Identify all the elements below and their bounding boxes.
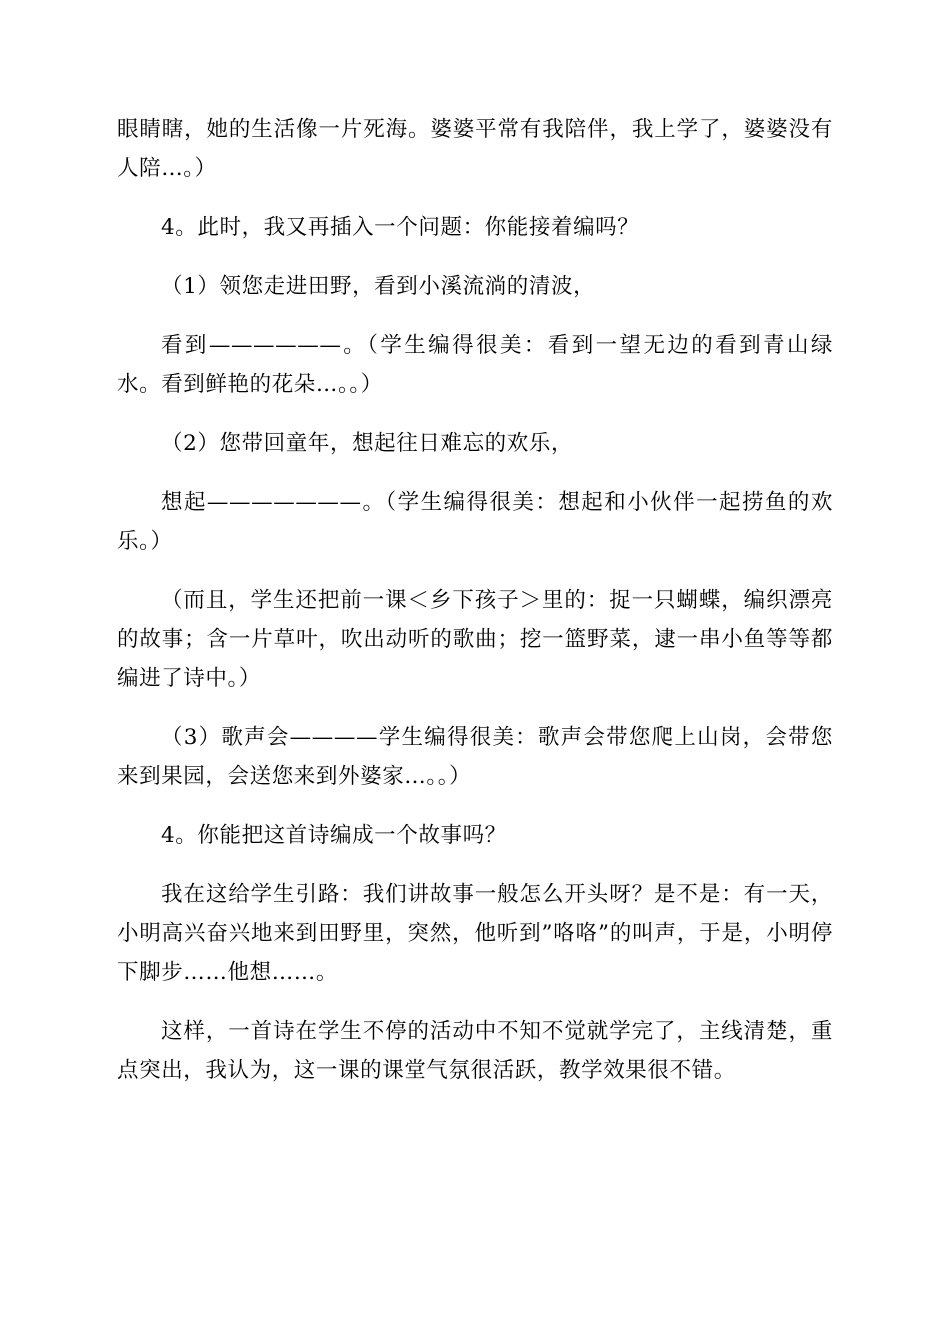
paragraph-continuation: 眼睛瞎，她的生活像一片死海。婆婆平常有我陪伴，我上学了，婆婆没有人陪…。）: [117, 117, 833, 181]
paragraph-item-2: （2）您带回童年，想起往日难忘的欢乐，: [161, 431, 574, 456]
paragraph-previous-lesson-note: （而且，学生还把前一课＜乡下孩子＞里的：捉一只蝴蝶，编织漂亮的故事；含一片草叶，吹出动听的歌曲；挖一篮野菜，逮一串小鱼等等都编进了诗中。）: [117, 588, 833, 691]
paragraph-item-1-answer: 看到——————。（学生编得很美：看到一望无边的看到青山绿水。看到鲜艳的花朵…。。）: [117, 333, 833, 397]
paragraph-conclusion: 这样，一首诗在学生不停的活动中不知不觉就学完了，主线清楚，重点突出，我认为，这一课的课堂气氛很活跃，教学效果很不错。: [117, 1019, 833, 1083]
paragraph-item-1: （1）领您走进田野，看到小溪流淌的清波，: [161, 274, 596, 299]
paragraph-guidance: 我在这给学生引路：我们讲故事一般怎么开头呀？是不是：有一天，小明高兴奋兴地来到田野里，突然，他听到”咯咯”的叫声，于是，小明停下脚步……他想……。: [117, 882, 833, 985]
paragraph-step-4-question: 4。此时，我又再插入一个问题：你能接着编吗？: [161, 215, 640, 240]
paragraph-step-4-story: 4。你能把这首诗编成一个故事吗？: [161, 823, 507, 848]
document-body: [117, 110, 833, 1110]
paragraph-item-2-answer: 想起———————。（学生编得很美：想起和小伙伴一起捞鱼的欢乐。）: [117, 490, 833, 554]
paragraph-item-3: （3）歌声会————学生编得很美：歌声会带您爬上山岗，会带您来到果园，会送您来到外婆家…。。）: [117, 725, 833, 789]
